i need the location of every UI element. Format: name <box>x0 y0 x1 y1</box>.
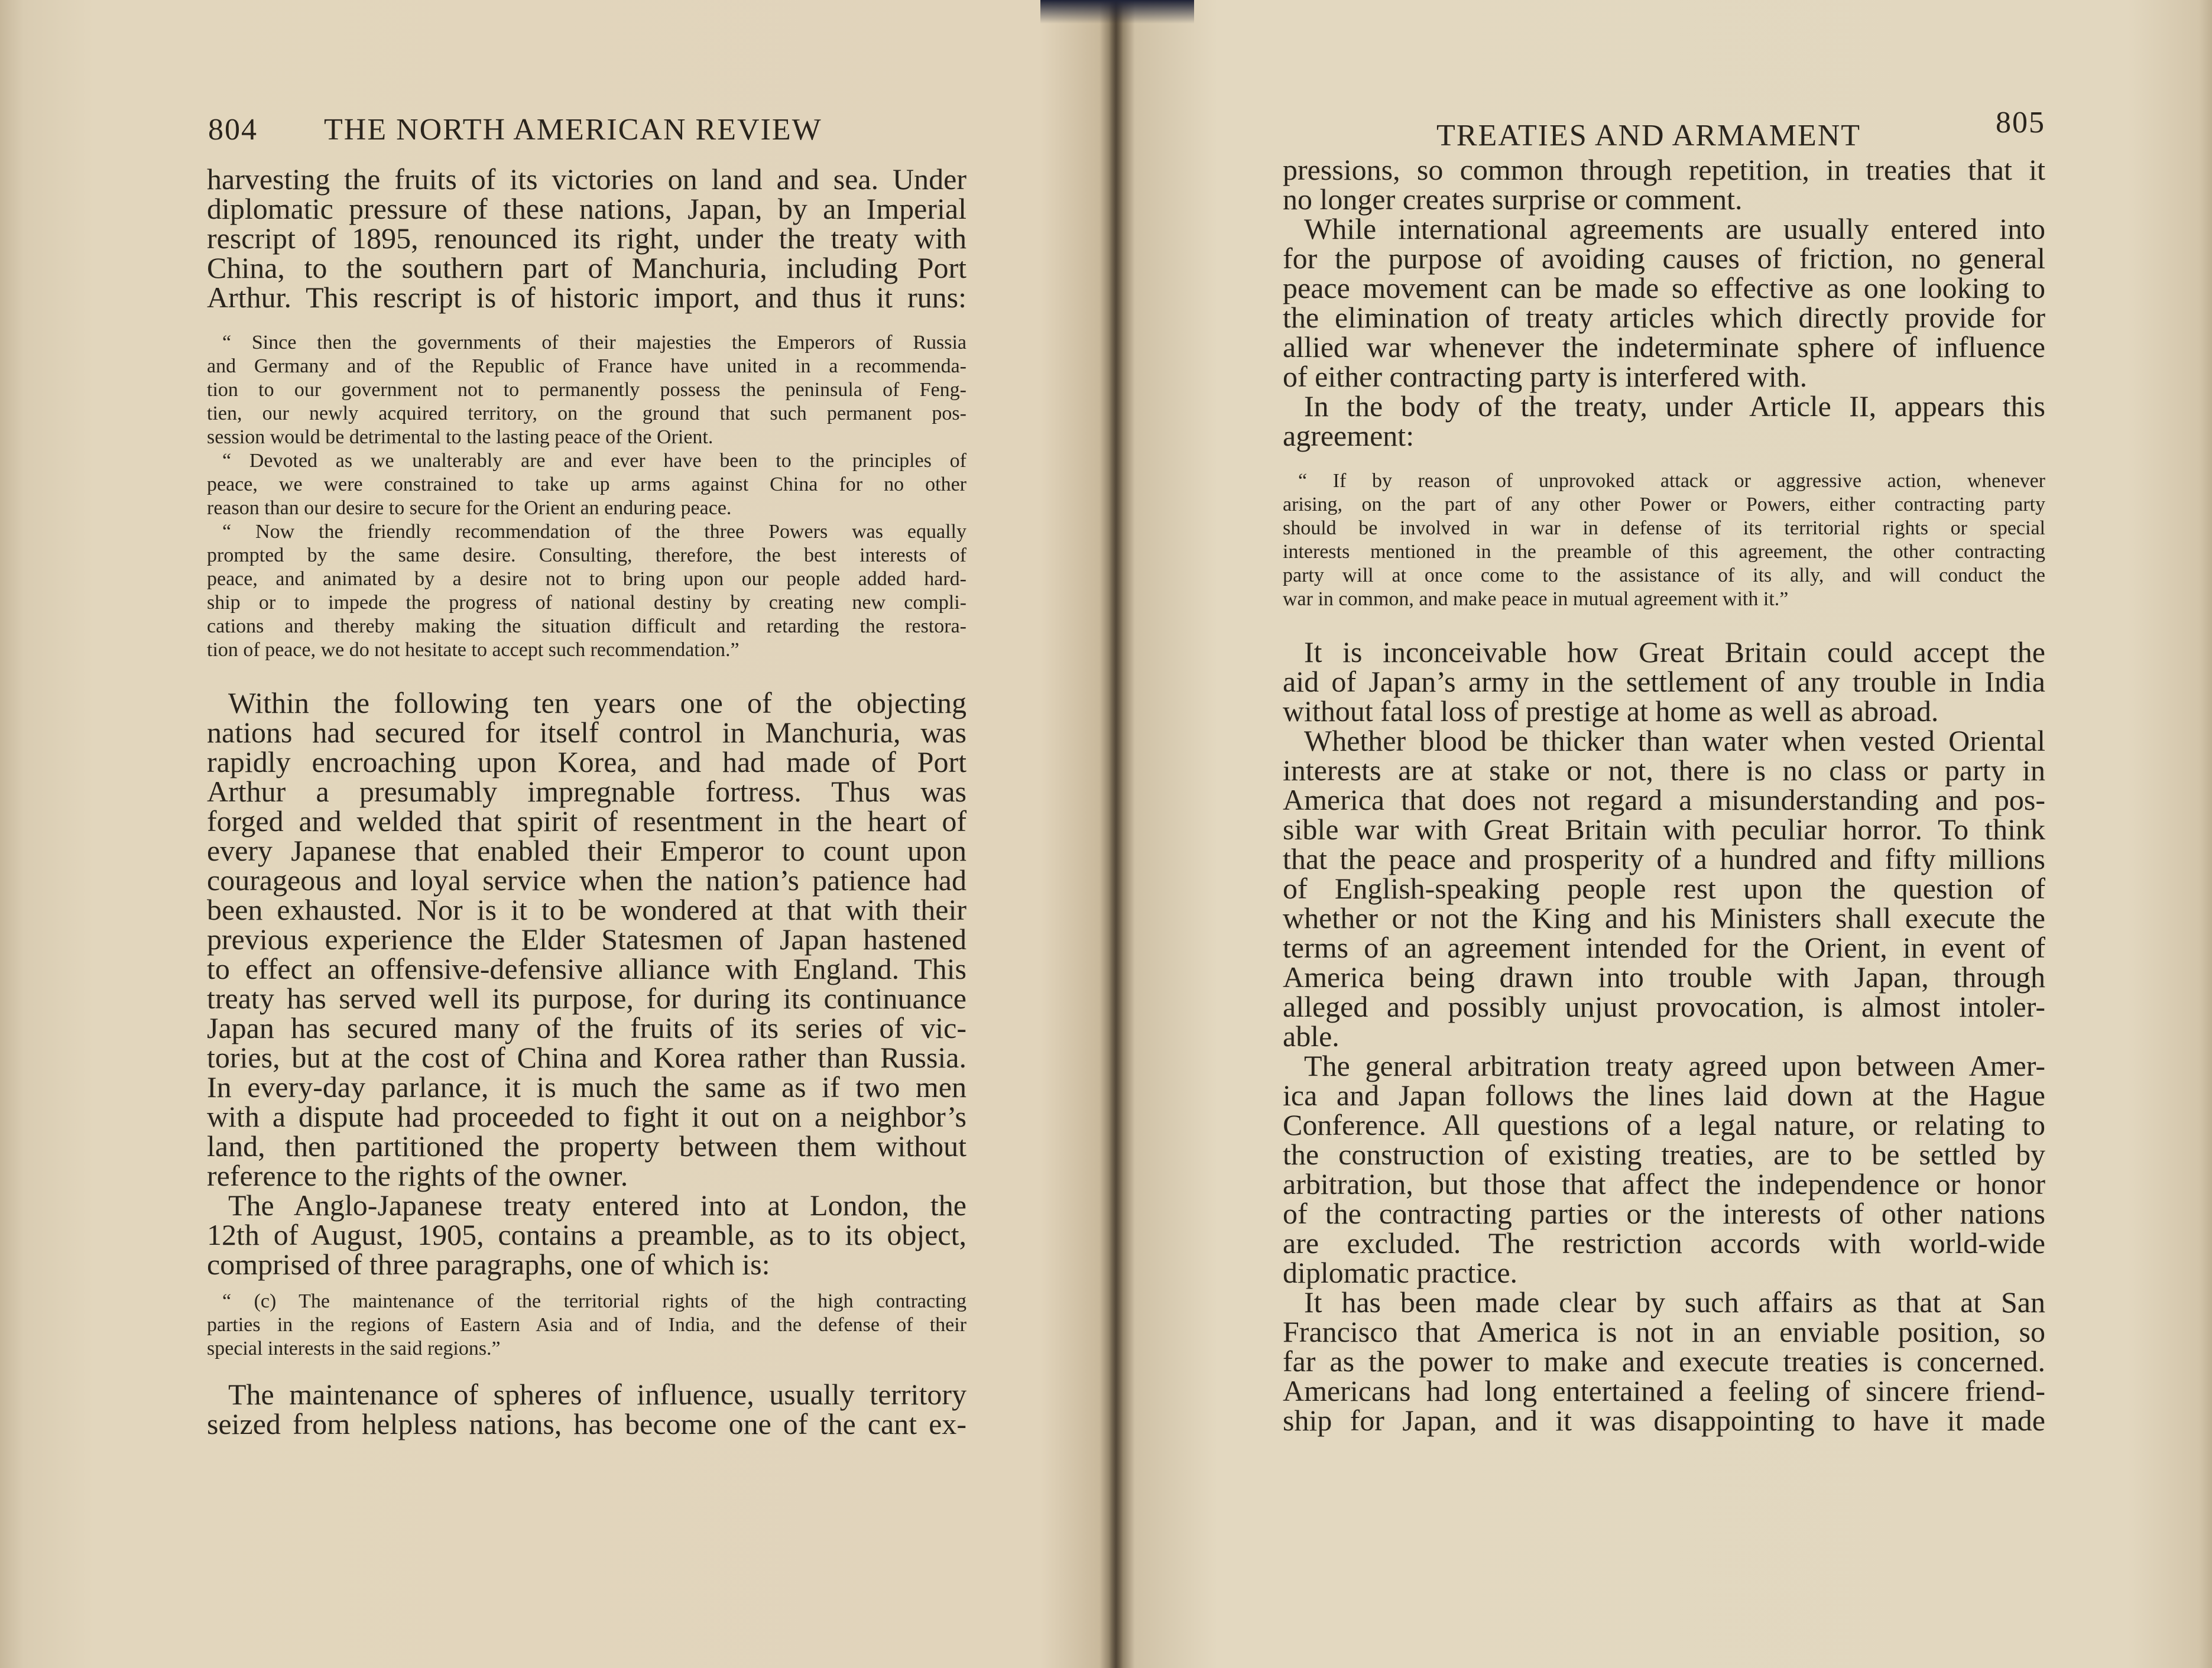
text-line: able. <box>1283 1020 1339 1053</box>
quote-line: “ Since then the governments of their majesties the Emperors of Russia <box>222 332 966 353</box>
text-line: are excluded. The restriction accords with world-wide <box>1283 1226 2045 1260</box>
text-line: rapidly encroaching upon Korea, and had made of Port <box>207 745 966 778</box>
text-line: seized from helpless nations, has become one of the cant ex- <box>207 1407 966 1440</box>
text-line: sible war with Great Britain with peculiar horror. To think <box>1283 813 2045 846</box>
text-line: terms of an agreement intended for the Orient, in event of <box>1283 931 2045 964</box>
text-line: of either contracting party is interfered with. <box>1283 360 1808 393</box>
text-line: peace movement can be made so effective as one looking to <box>1283 271 2045 304</box>
text-line: been exhausted. Nor is it to be wondered at that with their <box>207 893 966 926</box>
text-line: without fatal loss of prestige at home as well as abroad. <box>1283 695 1939 728</box>
quote-line: peace, we were constrained to take up arms against China for no other <box>207 473 966 495</box>
text-line: nations had secured for itself control in Manchuria, was <box>207 716 966 749</box>
quote-line: interests mentioned in the preamble of this agreement, the other contracting <box>1283 541 2045 563</box>
text-line: America being drawn into trouble with Japan, through <box>1283 960 2045 994</box>
text-line: It is inconceivable how Great Britain could accept the <box>1304 635 2045 669</box>
text-line: In the body of the treaty, under Article II, appears this <box>1304 390 2045 423</box>
text-line: of the contracting parties or the interests of other nations <box>1283 1197 2045 1230</box>
text-line: 12th of August, 1905, contains a preamble, as to its object, <box>207 1218 966 1251</box>
left-page-number: 804 <box>208 113 258 147</box>
right-page <box>1123 0 2212 1668</box>
quote-line: special interests in the said regions.” <box>207 1338 501 1359</box>
text-line: pressions, so common through repetition, in treaties that it <box>1283 153 2045 186</box>
text-line: treaty has served well its purpose, for during its continuance <box>207 982 966 1015</box>
text-line: no longer creates surprise or comment. <box>1283 183 1743 216</box>
text-line: with a dispute had proceeded to fight it out on a neighbor’s <box>207 1100 966 1133</box>
text-line: The maintenance of spheres of influence, usually territory <box>228 1378 966 1411</box>
text-line: allied war whenever the indeterminate sphere of influence <box>1283 330 2045 364</box>
text-line: forged and welded that spirit of resentment in the heart of <box>207 804 966 838</box>
quote-line: tion of peace, we do not hesitate to accept such recommendation.” <box>207 639 740 661</box>
text-line: Francisco that America is not in an enviable position, so <box>1283 1315 2045 1348</box>
text-line: for the purpose of avoiding causes of friction, no general <box>1283 242 2045 275</box>
text-line: diplomatic practice. <box>1283 1256 1518 1289</box>
quote-line: peace, and animated by a desire not to bring upon our people added hard- <box>207 568 966 590</box>
quote-line: “ If by reason of unprovoked attack or aggressive action, whenever <box>1298 470 2045 492</box>
quote-line: tion to our government not to permanently possess the peninsula of Feng- <box>207 379 966 401</box>
right-running-head: TREATIES AND ARMAMENT <box>1436 119 1861 152</box>
block-quote-article-ii <box>1283 469 2045 611</box>
text-line: China, to the southern part of Manchuria, including Port <box>207 251 966 284</box>
quote-line: “ Now the friendly recommendation of the three Powers was equally <box>222 521 966 543</box>
left-running-head: THE NORTH AMERICAN REVIEW <box>324 113 822 147</box>
quote-line: party will at once come to the assistance of its ally, and will conduct the <box>1283 564 2045 586</box>
quote-line: cations and thereby making the situation difficult and retarding the restora- <box>207 615 966 637</box>
text-line: the construction of existing treaties, are to be settled by <box>1283 1138 2045 1171</box>
text-line: whether or not the King and his Ministers shall execute the <box>1283 901 2045 934</box>
quote-line: war in common, and make peace in mutual agreement with it.” <box>1283 588 1789 610</box>
text-line: tories, but at the cost of China and Korea rather than Russia. <box>207 1041 966 1074</box>
text-line: Within the following ten years one of the objecting <box>228 686 966 719</box>
text-line: While international agreements are usually entered into <box>1304 212 2045 245</box>
text-line: harvesting the fruits of its victories on land and sea. Under <box>207 163 966 196</box>
text-line: diplomatic pressure of these nations, Japan, by an Imperial <box>207 192 966 225</box>
text-line: of English-speaking people rest upon the question of <box>1283 872 2045 905</box>
text-line: previous experience the Elder Statesmen of Japan hastened <box>207 923 966 956</box>
quote-line: “ Devoted as we unalterably are and ever have been to the principles of <box>222 450 966 472</box>
text-line: Arthur. This rescript is of historic import, and thus it runs: <box>207 281 966 314</box>
quote-line: “ (c) The maintenance of the territorial rights of the high contracting <box>222 1290 966 1312</box>
text-line: ica and Japan follows the lines laid down at the Hague <box>1283 1079 2045 1112</box>
text-line: reference to the rights of the owner. <box>207 1159 628 1192</box>
text-line: every Japanese that enabled their Emperor to count upon <box>207 834 966 867</box>
block-quote-preamble <box>207 1290 966 1361</box>
text-line: The Anglo-Japanese treaty entered into at London, the <box>228 1189 966 1222</box>
text-line: courageous and loyal service when the nation’s patience had <box>207 864 966 897</box>
text-line: It has been made clear by such affairs as that at San <box>1304 1286 2045 1319</box>
text-line: In every-day parlance, it is much the same as if two men <box>207 1070 966 1104</box>
text-line: aid of Japan’s army in the settlement of any trouble in India <box>1283 665 2045 698</box>
quote-line: should be involved in war in defense of its territorial rights or special <box>1283 517 2045 539</box>
text-line: alleged and possibly unjust provocation, is almost intoler- <box>1283 990 2045 1023</box>
quote-line: prompted by the same desire. Consulting, therefore, the best interests of <box>207 544 966 566</box>
text-line: rescript of 1895, renounced its right, under the treaty with <box>207 222 966 255</box>
quote-line: session would be detrimental to the lasting peace of the Orient. <box>207 426 713 448</box>
text-line: agreement: <box>1283 419 1415 452</box>
quote-line: reason than our desire to secure for the Orient an enduring peace. <box>207 497 732 519</box>
quote-line: ship or to impede the progress of national destiny by creating new compli- <box>207 592 966 614</box>
quote-line: arising, on the part of any other Power or Powers, either contracting party <box>1283 494 2045 515</box>
text-line: Japan has secured many of the fruits of its series of vic- <box>207 1011 966 1044</box>
text-line: Whether blood be thicker than water when vested Oriental <box>1304 724 2045 757</box>
right-text-column <box>1283 155 2045 1435</box>
text-line: comprised of three paragraphs, one of which is: <box>207 1248 770 1281</box>
block-quote-rescript <box>207 331 966 662</box>
text-line: Conference. All questions of a legal nature, or relating to <box>1283 1108 2045 1141</box>
text-line: The general arbitration treaty agreed upon between Amer- <box>1304 1049 2045 1082</box>
text-line: land, then partitioned the property between them without <box>207 1130 966 1163</box>
quote-line: parties in the regions of Eastern Asia and of India, and the defense of their <box>207 1314 966 1336</box>
text-line: arbitration, but those that affect the independence or honor <box>1283 1167 2045 1200</box>
right-page-number: 805 <box>1996 106 2045 139</box>
left-text-column <box>207 164 966 1439</box>
text-line: to effect an offensive-defensive alliance with England. This <box>207 952 966 985</box>
quote-line: tien, our newly acquired territory, on the ground that such permanent pos- <box>207 403 966 424</box>
text-line: far as the power to make and execute treaties is concerned. <box>1283 1345 2045 1378</box>
quote-line: and Germany and of the Republic of France have united in a recommenda- <box>207 355 966 377</box>
text-line: ship for Japan, and it was disappointing to have it made <box>1283 1404 2045 1437</box>
text-line: interests are at stake or not, there is no class or party in <box>1283 754 2045 787</box>
text-line: America that does not regard a misunderstanding and pos- <box>1283 783 2045 816</box>
text-line: Arthur a presumably impregnable fortress. Thus was <box>207 775 966 808</box>
text-line: Americans had long entertained a feeling of sincere friend- <box>1283 1374 2045 1407</box>
text-line: the elimination of treaty articles which directly provide for <box>1283 301 2045 334</box>
text-line: that the peace and prosperity of a hundred and fifty millions <box>1283 842 2045 875</box>
